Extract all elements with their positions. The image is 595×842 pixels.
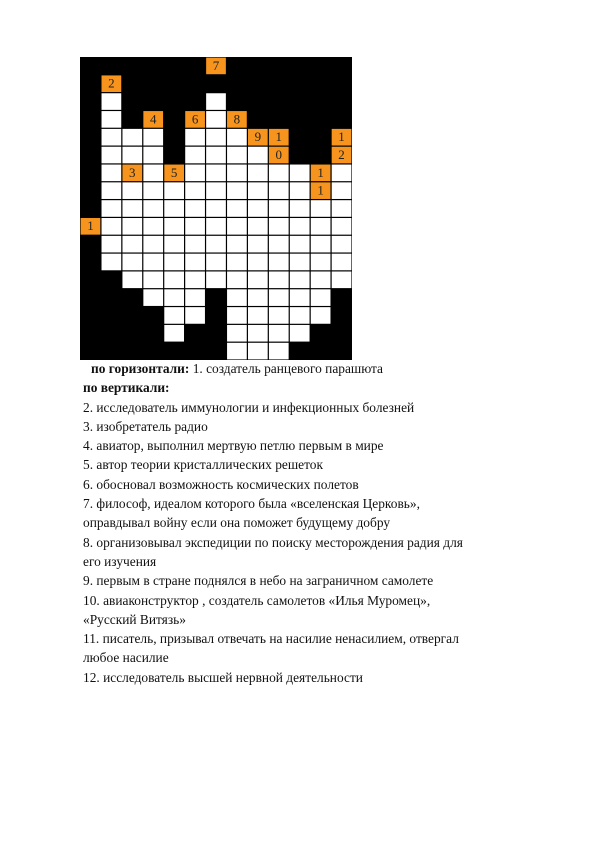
empty-cell[interactable] [227,129,247,146]
cell-number-label: 2 [108,75,115,91]
cell-number-label: 9 [254,129,262,145]
empty-cell[interactable] [248,343,268,360]
empty-cell[interactable] [185,200,205,217]
empty-cell[interactable] [122,254,142,271]
cell-number-label: 2 [338,146,345,162]
empty-cell[interactable] [143,165,163,182]
empty-cell[interactable] [311,236,331,253]
empty-cell[interactable] [185,165,205,182]
empty-cell[interactable] [248,165,268,182]
empty-cell[interactable] [290,200,310,217]
empty-cell[interactable] [248,236,268,253]
empty-cell[interactable] [185,218,205,235]
empty-cell[interactable] [332,254,352,271]
empty-cell[interactable] [185,307,205,324]
empty-cell[interactable] [122,200,142,217]
empty-cell[interactable] [332,271,352,288]
cell-number-label: 5 [170,164,178,180]
empty-cell[interactable] [332,236,352,253]
empty-cell[interactable] [122,236,142,253]
crossword-grid [80,57,352,360]
empty-cell[interactable] [185,289,205,306]
empty-cell[interactable] [164,254,184,271]
cell-number-label: 1 [338,129,345,145]
empty-cell[interactable] [290,236,310,253]
empty-cell[interactable] [122,271,142,288]
empty-cell[interactable] [290,289,310,306]
empty-cell[interactable] [185,236,205,253]
cell-number-label: 8 [233,111,241,127]
empty-cell[interactable] [143,236,163,253]
empty-cell[interactable] [164,218,184,235]
down-clue-line: 8. организовывал экспедиции по поиску месторождения радия для [83,534,463,550]
empty-cell[interactable] [206,271,226,288]
empty-cell[interactable] [164,307,184,324]
empty-cell[interactable] [206,111,226,128]
down-clue-line: 10. авиаконструктор , создатель самолетов «Илья Муромец», [83,592,431,608]
empty-cell[interactable] [227,182,247,199]
empty-cell[interactable] [290,307,310,324]
empty-cell[interactable] [102,200,122,217]
empty-cell[interactable] [206,218,226,235]
down-clue-line: 7. философ, идеалом которого была «вселенская Церковь», [83,496,420,512]
empty-cell[interactable] [227,165,247,182]
down-heading: по вертикали: [83,380,170,396]
empty-cell[interactable] [332,165,352,182]
empty-cell[interactable] [269,307,289,324]
empty-cell[interactable] [311,289,331,306]
empty-cell[interactable] [227,307,247,324]
empty-cell[interactable] [206,93,226,110]
empty-cell[interactable] [332,200,352,217]
empty-cell[interactable] [143,182,163,199]
empty-cell[interactable] [185,147,205,164]
empty-cell[interactable] [269,325,289,342]
empty-cell[interactable] [269,236,289,253]
cell-number-label: 7 [212,57,220,73]
down-clue-line: 3. изобретатель радио [83,418,208,434]
empty-cell[interactable] [311,271,331,288]
empty-cell[interactable] [164,289,184,306]
empty-cell[interactable] [311,200,331,217]
empty-cell[interactable] [227,218,247,235]
empty-cell[interactable] [206,165,226,182]
empty-cell[interactable] [290,271,310,288]
empty-cell[interactable] [227,325,247,342]
empty-cell[interactable] [269,254,289,271]
empty-cell[interactable] [206,129,226,146]
empty-cell[interactable] [102,93,122,110]
empty-cell[interactable] [311,218,331,235]
empty-cell[interactable] [269,289,289,306]
empty-cell[interactable] [227,289,247,306]
across-line [83,359,553,378]
empty-cell[interactable] [206,182,226,199]
down-clue-line: 5. автор теории кристаллических решеток [83,457,323,473]
cell-number-label: 6 [191,111,199,127]
empty-cell[interactable] [143,218,163,235]
empty-cell[interactable] [332,182,352,199]
down-clue-line: его изучения [83,553,157,569]
empty-cell[interactable] [102,147,122,164]
down-heading-line [83,378,553,397]
empty-cell[interactable] [143,129,163,146]
empty-cell[interactable] [122,129,142,146]
down-clue-line: любое насилие [83,650,169,666]
down-clue-line: 4. авиатор, выполнил мертвую петлю первым в мире [83,438,384,454]
empty-cell[interactable] [102,236,122,253]
empty-cell[interactable] [311,307,331,324]
empty-cell[interactable] [122,147,142,164]
empty-cell[interactable] [269,218,289,235]
empty-cell[interactable] [227,236,247,253]
empty-cell[interactable] [227,343,247,360]
empty-cell[interactable] [290,218,310,235]
down-clue-line: 6. обосновал возможность космических полетов [83,476,359,492]
empty-cell[interactable] [185,129,205,146]
empty-cell[interactable] [206,236,226,253]
empty-cell[interactable] [164,325,184,342]
empty-cell[interactable] [143,254,163,271]
empty-cell[interactable] [164,182,184,199]
empty-cell[interactable] [248,147,268,164]
empty-cell[interactable] [248,218,268,235]
empty-cell[interactable] [227,271,247,288]
empty-cell[interactable] [164,236,184,253]
empty-cell[interactable] [102,218,122,235]
empty-cell[interactable] [102,182,122,199]
cell-number-label: 1 [317,182,324,198]
empty-cell[interactable] [248,271,268,288]
empty-cell[interactable] [290,182,310,199]
empty-cell[interactable] [269,271,289,288]
empty-cell[interactable] [143,289,163,306]
empty-cell[interactable] [332,218,352,235]
cell-number-label: 1 [317,164,324,180]
empty-cell[interactable] [248,289,268,306]
empty-cell[interactable] [311,254,331,271]
empty-cell[interactable] [122,182,142,199]
empty-cell[interactable] [248,254,268,271]
empty-cell[interactable] [206,147,226,164]
empty-cell[interactable] [102,165,122,182]
cell-number-label: 1 [87,218,94,234]
empty-cell[interactable] [227,200,247,217]
cell-number-label: 0 [275,146,283,162]
empty-cell[interactable] [227,147,247,164]
empty-cell[interactable] [290,325,310,342]
empty-cell[interactable] [248,307,268,324]
empty-cell[interactable] [102,129,122,146]
empty-cell[interactable] [248,182,268,199]
down-clue-line: оправдывал войну если она поможет будущему добру [83,515,391,531]
empty-cell[interactable] [185,254,205,271]
empty-cell[interactable] [143,200,163,217]
empty-cell[interactable] [290,254,310,271]
cell-number-label: 4 [149,111,157,127]
empty-cell[interactable] [248,200,268,217]
empty-cell[interactable] [122,218,142,235]
empty-cell[interactable] [102,254,122,271]
across-heading: по горизонтали: [91,361,190,376]
down-clue-line: «Русский Витязь» [83,611,186,627]
down-clue-line: 2. исследователь иммунологии и инфекционных болезней [83,399,415,415]
empty-cell[interactable] [102,111,122,128]
empty-cell[interactable] [164,271,184,288]
empty-cell[interactable] [185,271,205,288]
clues-section [83,359,553,687]
empty-cell[interactable] [185,182,205,199]
empty-cell[interactable] [143,147,163,164]
empty-cell[interactable] [143,271,163,288]
empty-cell[interactable] [269,200,289,217]
down-clue-line: 11. писатель, призывал отвечать на насилие ненасилием, отвергал [83,631,459,647]
down-clue-line: 12. исследователь высшей нервной деятельности [83,669,363,685]
empty-cell[interactable] [290,165,310,182]
empty-cell[interactable] [269,343,289,360]
empty-cell[interactable] [269,165,289,182]
down-clue-line: 9. первым в стране поднялся в небо на заграничном самолете [83,573,434,589]
empty-cell[interactable] [269,182,289,199]
empty-cell[interactable] [206,254,226,271]
across-clue-1: 1. создатель ранцевого парашюта [192,361,383,376]
cell-number-label: 1 [275,129,283,145]
empty-cell[interactable] [206,200,226,217]
empty-cell[interactable] [164,200,184,217]
crossword-svg [80,57,352,360]
empty-cell[interactable] [248,325,268,342]
empty-cell[interactable] [227,254,247,271]
cell-number-label: 3 [129,164,136,180]
